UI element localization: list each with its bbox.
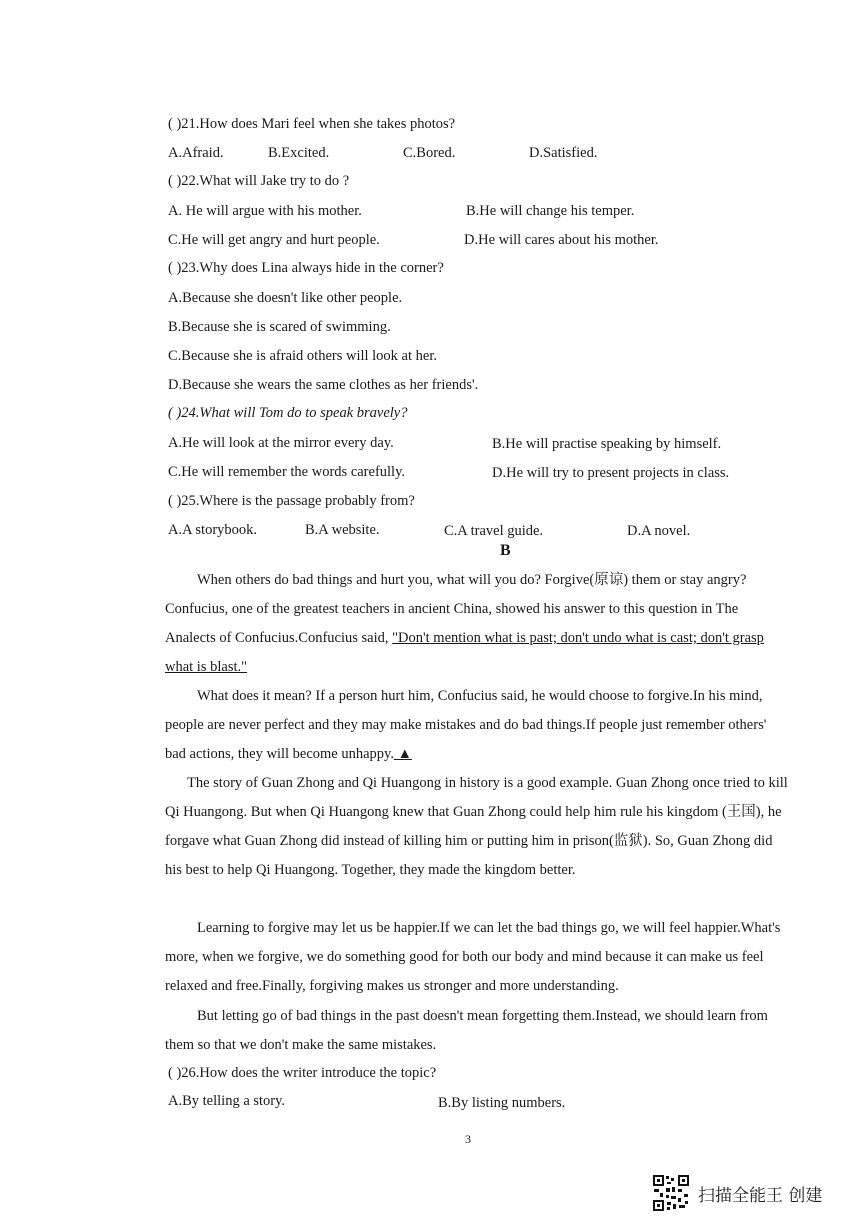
q22-option-d: D.He will cares about his mother.	[464, 232, 659, 248]
paragraph-2-text: What does it mean? If a person hurt him, Confucius said, he would choose to forgive.In his mind, people are never perfect and they may make mistakes and do bad things.If people just remember others' bad actions, they will become unhappy.	[165, 688, 767, 762]
q25-option-b: B.A website.	[305, 522, 380, 538]
answer-blank: ▲	[393, 746, 412, 762]
q23-option-a: A.Because she doesn't like other people.	[168, 290, 403, 306]
q23-option-d: D.Because she wears the same clothes as her friends'.	[168, 377, 479, 393]
question-21: ( )21.How does Mari feel when she takes photos?	[168, 116, 456, 132]
scanner-watermark	[652, 1174, 822, 1212]
q24-option-d: D.He will try to present projects in class.	[492, 465, 730, 481]
paragraph-1-text: When others do bad things and hurt you, what will you do? Forgive(原谅) them or stay angry? Confucius, one of the greatest teachers in ancient China, showed his answer to this question in The Analects of Confucius.Confucius said,	[165, 572, 747, 646]
passage-paragraph-2	[165, 682, 790, 769]
q22-option-c: C.He will get angry and hurt people.	[168, 232, 380, 248]
q24-option-b: B.He will practise speaking by himself.	[492, 436, 722, 452]
q23-option-b: B.Because she is scared of swimming.	[168, 319, 391, 335]
question-22: ( )22.What will Jake try to do ?	[168, 173, 350, 189]
q21-option-b: B.Excited.	[268, 145, 330, 161]
question-24: ( )24.What will Tom do to speak bravely?	[168, 405, 408, 421]
question-23: ( )23.Why does Lina always hide in the corner?	[168, 260, 444, 276]
passage-paragraph-5: But letting go of bad things in the past doesn't mean forgetting them.Instead, we should learn from them so that we don't make the same mistakes.	[165, 1008, 768, 1053]
q21-option-a: A.Afraid.	[168, 145, 224, 161]
passage-paragraph-1	[165, 566, 790, 682]
q24-option-c: C.He will remember the words carefully.	[168, 464, 406, 480]
q21-option-c: C.Bored.	[403, 145, 456, 161]
q26-option-b: B.By listing numbers.	[438, 1095, 566, 1111]
q25-option-c: C.A travel guide.	[444, 523, 544, 539]
q23-option-c: C.Because she is afraid others will look at her.	[168, 348, 437, 364]
passage-paragraph-3: The story of Guan Zhong and Qi Huangong in history is a good example. Guan Zhong once tried to kill Qi Huangong. But when Qi Huangong knew that Guan Zhong could help him rule his kingdom (王国), he forgave what Guan Zhong did instead of killing him or putting him in prison(监狱). So, Guan Zhong did his best to help Qi Huangong. Together, they made the kingdom better.	[165, 775, 788, 878]
page-number: 3	[465, 1132, 471, 1146]
question-25: ( )25.Where is the passage probably from?	[168, 493, 415, 509]
q26-option-a: A.By telling a story.	[168, 1093, 286, 1109]
q22-option-b: B.He will change his temper.	[466, 203, 635, 219]
q25-option-a: A.A storybook.	[168, 522, 258, 538]
q25-option-d: D.A novel.	[627, 523, 691, 539]
passage-paragraph-4: Learning to forgive may let us be happier.If we can let the bad things go, we will feel happier.What's more, when we forgive, we do something good for both our body and mind because it can make us feel relaxed and free.Finally, forgiving makes us stronger and more understanding.	[165, 920, 781, 994]
q21-option-d: D.Satisfied.	[529, 145, 598, 161]
watermark-text: 扫描全能王 创建	[698, 1185, 823, 1206]
question-26: ( )26.How does the writer introduce the topic?	[168, 1065, 437, 1081]
q24-option-a: A.He will look at the mirror every day.	[168, 435, 394, 451]
confucius-quote: "Don't mention what is past; don't undo what is cast; don't grasp what is blast."	[165, 630, 764, 675]
q22-option-a: A. He will argue with his mother.	[168, 203, 362, 219]
qr-code-icon	[652, 1174, 690, 1212]
section-b-heading: B	[500, 542, 511, 559]
